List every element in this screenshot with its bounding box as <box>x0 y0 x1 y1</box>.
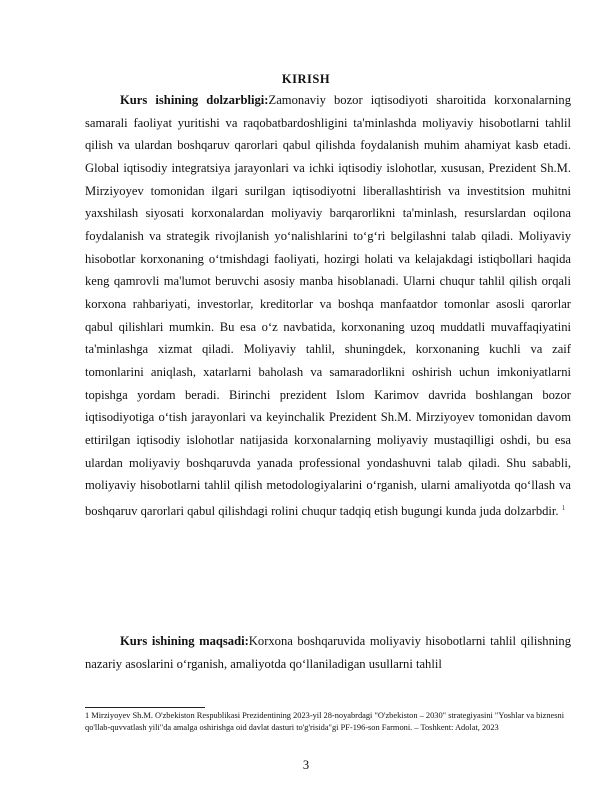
paragraph-relevance <box>85 89 571 523</box>
paragraph-lead: Kurs ishining dolzarbligi: <box>120 93 269 107</box>
paragraph-text: Korxona boshqaruvida moliyaviy hisobotlarni tahlil qilishning nazariy asoslarini o‘rganish, amaliyotda qo‘llaniladigan usullarni tahlil <box>85 634 571 671</box>
paragraph-lead: Kurs ishining maqsadi: <box>120 634 249 648</box>
footnote-divider <box>85 707 205 708</box>
paragraph-goal <box>85 630 571 675</box>
section-heading: KIRISH <box>281 72 331 86</box>
page-number: 3 <box>302 758 310 772</box>
footnote-reference[interactable]: 1 <box>561 503 566 512</box>
footnote: 1 Mirziyoyev Sh.M. O'zbekiston Respublikasi Prezidentining 2023-yil 28-noyabrdagi "O'zbekiston – 2030" strategiyasini "Yoshlar va biznesni qo'llab-quvvatlash yili"da amalga oshirishga oid davlat dasturi to'g'risida"gi PF-196-son Farmoni. – Toshkent: Adolat, 2023 <box>85 711 565 733</box>
paragraph-text: Zamonaviy bozor iqtisodiyoti sharoitida korxonalarning samarali faoliyat yuritishi va raqobatbardoshligini ta'minlashda moliyaviy hisobotlarni tahlil qilish va ulardan boshqaruv qarorlari qabul qilishda foydalanish muhim ahamiyat kasb etadi. Global iqtisodiy integratsiya jarayonlari va ichki iqtisodiy islohotlar, xususan, Prezident Sh.M. Mirziyoyev tomonidan ilgari surilgan iqtisodiyotni liberallashtirish va investitsion muhitni yaxshilash siyosati korxonalardan moliyaviy barqarorlikni ta'minlash, resurslardan oqilona foydalanish va strategik rivojlanish yo‘nalishlarini to‘g‘ri belgilashni talab qiladi. Moliyaviy hisobotlar korxonaning o‘tmishdagi faoliyati, hozirgi holati va kelajakdagi istiqbollari haqida keng qamrovli ma'lumot beruvchi asosiy manba hisoblanadi. Ularni chuqur tahlil qilish orqali korxona rahbariyati, investorlar, kreditorlar va boshqa manfaatdor tomonlar asosli qarorlar qabul qilishlari mumkin. Bu esa o‘z navbatida, korxonaning uzoq muddatli muvaffaqiyatini ta'minlashga xizmat qiladi. Moliyaviy tahlil, shuningdek, korxonaning kuchli va zaif tomonlarini aniqlash, xatarlarni baholash va samaradorlikni oshirish uchun imkoniyatlarni topishga yordam beradi. Birinchi prezident Islom Karimov davrida boshlangan bozor iqtisodiyotiga o‘tish jarayonlari va keyinchalik Prezident Sh.M. Mirziyoyev tomonidan davom ettirilgan iqtisodiy islohotlar natijasida korxonalarning moliyaviy mustaqilligi oshdi, bu esa ulardan moliyaviy boshqaruvda yanada professional yondashuvni talab qiladi. Shu sababli, moliyaviy hisobotlarni tahlil qilish metodologiyalarini o‘rganish, ularni amaliyotda qo‘llash va boshqaruv qarorlari qabul qilishdagi rolini chuqur tadqiq etish bugungi kunda juda dolzarbdir. <box>85 93 572 518</box>
